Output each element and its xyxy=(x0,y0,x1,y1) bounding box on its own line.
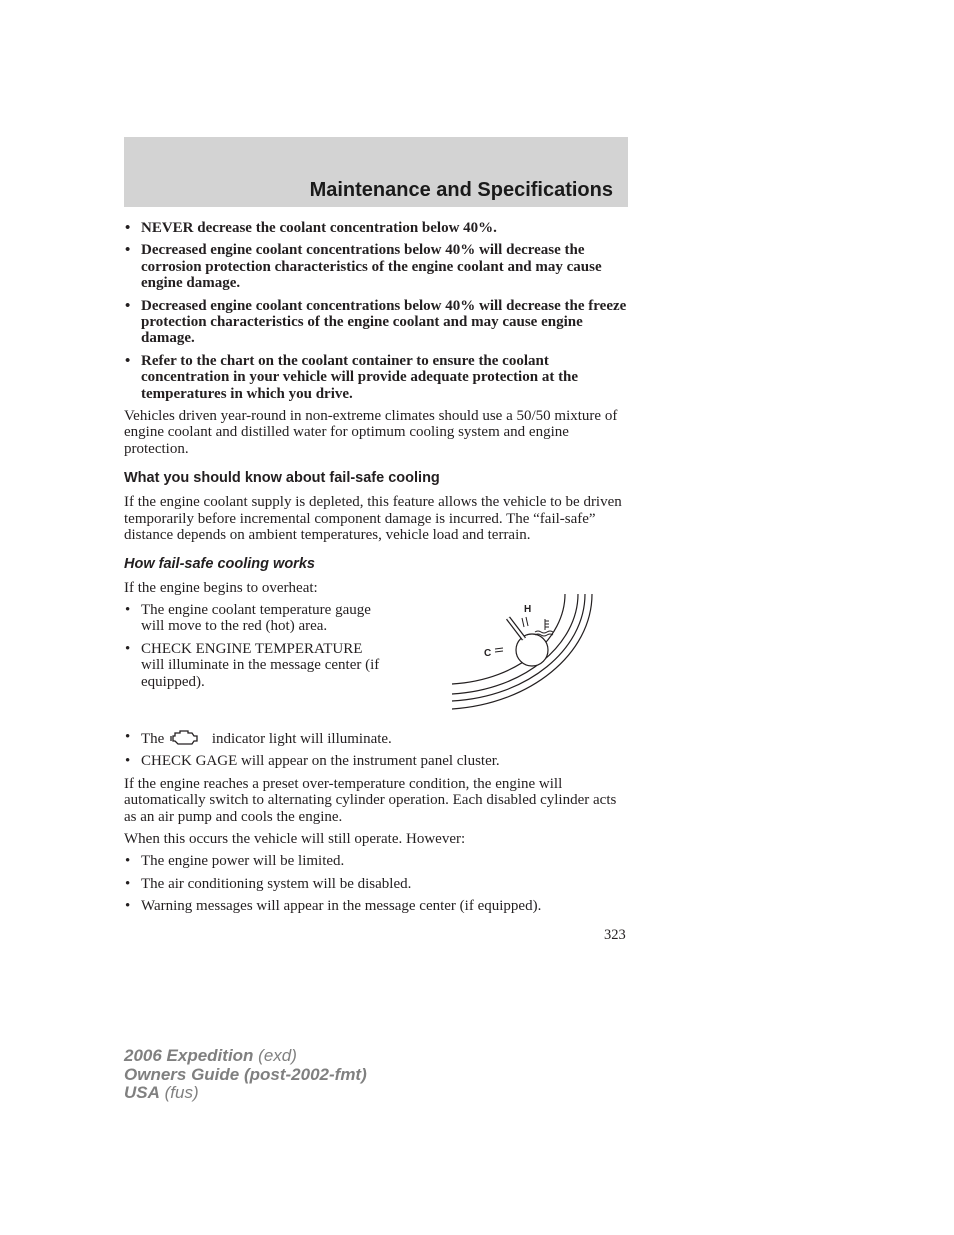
section-heading: What you should know about fail-safe cooling xyxy=(124,470,440,487)
overheat-paragraph: If the engine begins to overheat: xyxy=(124,579,318,596)
list-item: • Decreased engine coolant concentrations below 40% will decrease the corrosion protection characteristics of the engine coolant and may cause engine damage. xyxy=(124,242,630,291)
subsection-heading: How fail-safe cooling works xyxy=(124,555,315,572)
when-paragraph: When this occurs the vehicle will still operate. However: xyxy=(124,830,466,847)
indicator-text-after: indicator light will illuminate. xyxy=(211,730,392,747)
list-item: • NEVER decrease the coolant concentration below 40%. xyxy=(124,220,630,236)
list-item: • Decreased engine coolant concentrations below 40% will decrease the freeze protection characteristics of the engine coolant and may cause engine damage. xyxy=(124,298,630,347)
list-item: • The engine coolant temperature gauge will move to the red (hot) area. xyxy=(124,602,384,635)
page-number: 323 xyxy=(604,927,626,943)
footer-line-1: 2006 Expedition (exd) xyxy=(124,1046,297,1065)
list-item: • CHECK ENGINE TEMPERATURE will illuminate in the message center (if equipped). xyxy=(124,641,384,690)
list-item: • The engine power will be limited. xyxy=(124,853,630,869)
gauge-row xyxy=(124,602,630,729)
gauge-cold-label: C xyxy=(484,647,492,659)
page-title: Maintenance and Specifications xyxy=(309,179,613,201)
main-content xyxy=(124,220,630,921)
list-item: • The air conditioning system will be disabled. xyxy=(124,876,630,892)
footer-line-2: Owners Guide (post-2002-fmt) xyxy=(124,1064,367,1084)
limitations-list xyxy=(124,853,630,914)
failsafe-paragraph: If the engine coolant supply is depleted, this feature allows the vehicle to be driven temporarily before incremental component damage is incurred. The “fail-safe” distance depends on ambient temperatures, vehicle load and terrain. xyxy=(124,494,622,544)
temperature-gauge-illustration xyxy=(450,594,596,714)
list-item xyxy=(124,729,630,747)
list-item: • Refer to the chart on the coolant container to ensure the coolant concentration in your vehicle will provide adequate protection at the temperatures in which you drive. xyxy=(124,353,630,402)
coolant-temp-symbol xyxy=(535,619,553,636)
indicator-text-before: The xyxy=(141,730,165,747)
header-band xyxy=(124,137,628,207)
mixture-paragraph: Vehicles driven year-round in non-extreme climates should use a 50/50 mixture of engine coolant and distilled water for optimum cooling system and engine protection. xyxy=(124,408,618,457)
list-item: • Warning messages will appear in the message center (if equipped). xyxy=(124,898,630,914)
overheat-list xyxy=(124,602,384,690)
cold-tick-marks xyxy=(495,648,503,652)
list-item: • CHECK GAGE will appear on the instrument panel cluster. xyxy=(124,753,630,769)
coolant-warning-list xyxy=(124,220,630,402)
hot-tick-marks xyxy=(522,617,528,627)
document-footer xyxy=(124,1047,367,1103)
footer-line-3: USA (fus) xyxy=(124,1083,199,1102)
gauge-hot-label: H xyxy=(524,603,532,615)
indicator-list xyxy=(124,729,630,770)
preset-paragraph: If the engine reaches a preset over-temperature condition, the engine will automatically switch to alternating cylinder operation. Each disabled cylinder acts as an air pump and cools the engine. xyxy=(124,775,617,825)
check-engine-icon xyxy=(170,729,200,746)
